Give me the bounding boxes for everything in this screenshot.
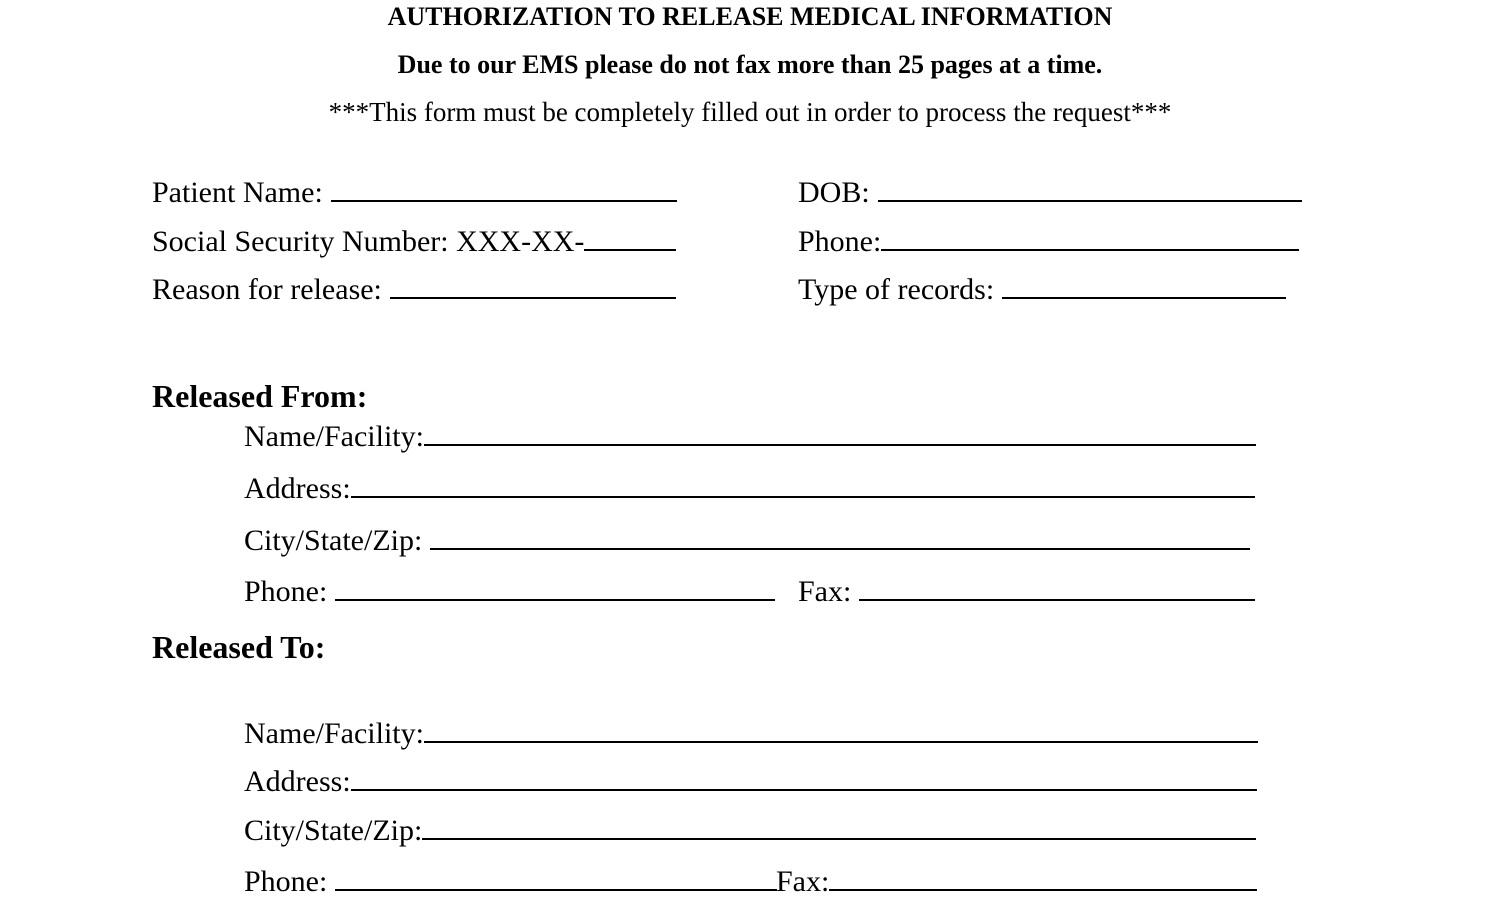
reason-label: Reason for release: [152, 273, 382, 306]
dob-row [798, 176, 1302, 210]
completion-notice: ***This form must be completely filled out in order to process the request*** [328, 97, 1172, 127]
ssn-label: Social Security Number: XXX-XX- [152, 225, 585, 258]
patient-name-row [152, 176, 677, 210]
records-label: Type of records: [798, 273, 995, 306]
patient-phone-row [798, 225, 1299, 259]
from-name-row [244, 420, 1256, 454]
to-city-field[interactable] [422, 814, 1256, 840]
to-phone-row [244, 865, 777, 899]
from-address-row [244, 472, 1255, 506]
fax-notice: Due to our EMS please do not fax more than 25 pages at a time. [397, 50, 1103, 79]
to-city-row [244, 814, 1256, 848]
dob-label: DOB: [798, 176, 870, 209]
from-address-label: Address: [244, 472, 351, 505]
patient-phone-label: Phone: [798, 225, 882, 258]
from-fax-field[interactable] [859, 575, 1255, 601]
from-phone-field[interactable] [335, 575, 775, 601]
to-city-label: City/State/Zip: [244, 814, 423, 847]
from-phone-label: Phone: [244, 575, 328, 608]
to-name-row [244, 717, 1258, 751]
to-address-field[interactable] [351, 765, 1257, 791]
ssn-last-four-field[interactable] [584, 225, 676, 251]
to-fax-field[interactable] [829, 865, 1257, 891]
to-fax-label: Fax: [776, 865, 830, 898]
released-from-heading: Released From: [152, 378, 368, 414]
from-name-label: Name/Facility: [244, 420, 424, 453]
to-name-label: Name/Facility: [244, 717, 424, 750]
released-to-heading: Released To: [152, 629, 326, 665]
patient-name-field[interactable] [331, 176, 677, 202]
records-field[interactable] [1002, 273, 1286, 299]
records-row [798, 273, 1286, 307]
from-fax-label: Fax: [798, 575, 852, 608]
to-name-field[interactable] [424, 717, 1258, 743]
reason-row [152, 273, 676, 307]
ssn-row [152, 225, 676, 259]
from-city-row [244, 524, 1250, 558]
form-title: AUTHORIZATION TO RELEASE MEDICAL INFORMATION [387, 2, 1113, 31]
patient-phone-field[interactable] [881, 225, 1299, 251]
patient-name-label: Patient Name: [152, 176, 323, 209]
from-phone-row [244, 575, 775, 609]
from-address-field[interactable] [351, 472, 1255, 498]
to-phone-label: Phone: [244, 865, 328, 898]
from-name-field[interactable] [424, 420, 1256, 446]
to-fax-row [776, 865, 1257, 899]
to-phone-field[interactable] [335, 865, 777, 891]
to-address-row [244, 765, 1257, 799]
reason-field[interactable] [390, 273, 676, 299]
from-fax-row [798, 575, 1255, 609]
from-city-label: City/State/Zip: [244, 524, 423, 557]
dob-field[interactable] [878, 176, 1302, 202]
from-city-field[interactable] [430, 524, 1250, 550]
to-address-label: Address: [244, 765, 351, 798]
